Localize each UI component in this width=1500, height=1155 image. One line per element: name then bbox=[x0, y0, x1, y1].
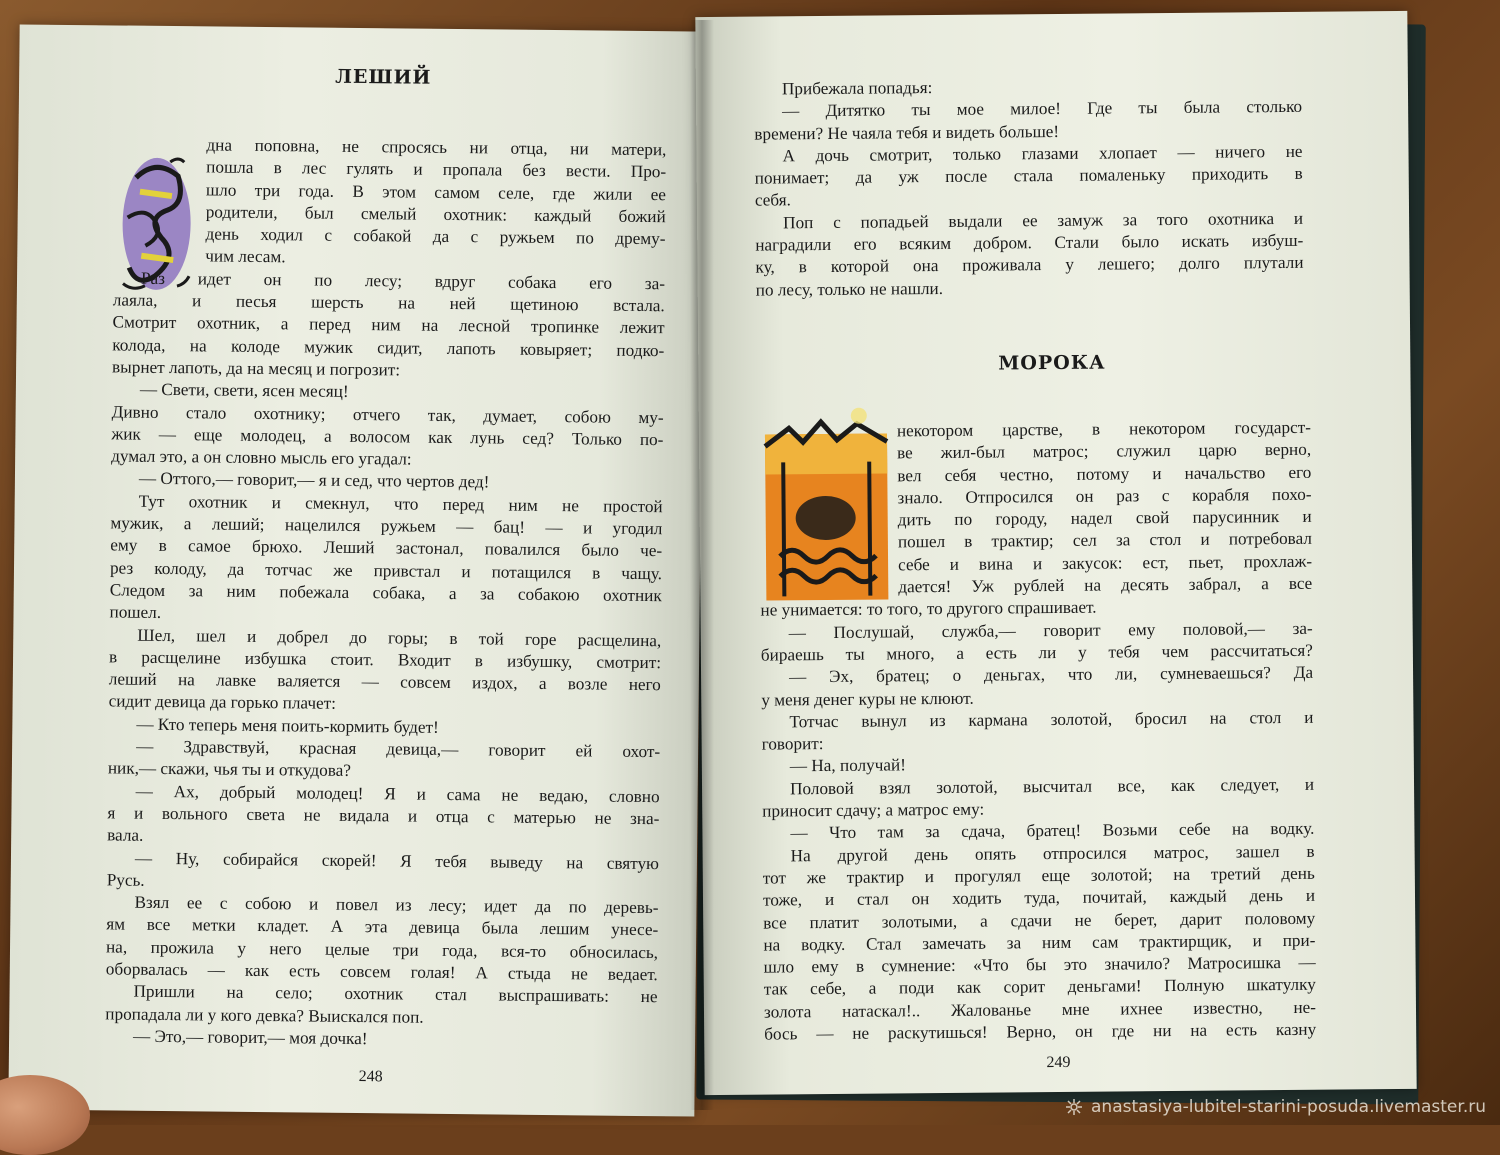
text-line: оборвалась — как есть совсем голая! А стыда не ведает. bbox=[105, 959, 658, 985]
right-page-text bbox=[759, 417, 1316, 1046]
text-line: шло три года. В этом самом селе, где жили ее bbox=[205, 179, 667, 204]
right-page bbox=[695, 11, 1416, 1095]
text-line: золота натаскал!.. Жалованье мне ихнее известно, не- bbox=[763, 997, 1317, 1022]
text-line: понимает; да уж после стала помаленьку приходить в bbox=[754, 164, 1303, 188]
text-line: — Ну, собирайся скорей! Я тебя выведу на святую bbox=[134, 848, 660, 873]
text-line: бось — не раскутишься! Верно, он где ни на есть казну bbox=[764, 1019, 1317, 1044]
text-line: — Послушай, служба,— говорит ему половой,— за- bbox=[788, 618, 1313, 643]
text-line: времени? Не чаяла тебя и видеть больше! bbox=[754, 121, 1060, 144]
text-line: — Это,— говорит,— моя дочка! bbox=[133, 1026, 368, 1049]
text-line: дна поповна, не спросясь ни отца, ни матери, bbox=[206, 135, 667, 160]
text-line: ям все метки кладет. А эта девица была лешим унесе- bbox=[106, 914, 659, 940]
text-line: — Свети, свети, ясен месяц! bbox=[139, 379, 349, 402]
text-line: сидит девица да горько плачет: bbox=[108, 691, 337, 714]
text-line: рез колоду, да тотчас же привстал и потащился в чащу. bbox=[109, 558, 663, 583]
text-line: — Эх, братец; о деньгах, что ли, сумневаешься? Да bbox=[788, 663, 1314, 687]
text-line: Шел, шел и добрел до горы; в той горе расщелина, bbox=[137, 625, 662, 650]
page-number-left: 248 bbox=[358, 1068, 383, 1086]
text-line: Половой взял золотой, высчитал все, как следует, и bbox=[789, 774, 1315, 799]
text-line: наградили его всяким добром. Стали было искать избуш- bbox=[755, 230, 1304, 255]
text-line: — Дитятко ты мое милое! Где ты была столько bbox=[782, 97, 1303, 121]
text-line: говорит: bbox=[761, 734, 824, 754]
text-line: в расщелине избушка стоит. Входит в избушку, смотрит: bbox=[108, 647, 662, 673]
right-page-top-text bbox=[754, 74, 1304, 302]
page-title-moroka: МОРОКА bbox=[998, 351, 1106, 375]
text-line: леший на лавке валяется — совсем издох, а возле него bbox=[108, 669, 661, 695]
text-line: лаяла, и песья шерсть на ней щетиною встала. bbox=[112, 290, 665, 316]
text-line: Следом за ним побежала собака, а за собакою охотник bbox=[109, 580, 662, 606]
text-line: тоже, и стал он ходить туда, почитай, каждый день и bbox=[762, 885, 1316, 910]
text-line: вырнет лапоть, да на месяц и погрозит: bbox=[112, 357, 401, 380]
text-line: — Ах, добрый молодец! Я и сама не ведаю, словно bbox=[135, 781, 660, 806]
text-line: все платит золотыми, а сдачи не берет, дарит половому bbox=[763, 908, 1316, 933]
text-line: вел себя честно, потому и начальство его bbox=[897, 462, 1312, 485]
text-line: Прибежала попадья: bbox=[781, 78, 933, 99]
text-line: На другой день опять отпросился матрос, зашел в bbox=[790, 841, 1315, 865]
page-title-leshiy: ЛЕШИЙ bbox=[335, 65, 432, 89]
text-line: дается! Уж рублей на десять забрал, а все bbox=[898, 573, 1313, 597]
text-line: Тут охотник и смекнул, что перед ним не простой bbox=[138, 491, 663, 516]
text-line: шло ему в сумнение: «Что бы это значило? Матросишка — bbox=[763, 952, 1316, 977]
text-line: колода, на колоде мужик сидит, лапоть ковыряет; подко- bbox=[112, 335, 665, 360]
text-line: ему в самое брюхо. Леший застонал, повалился было че- bbox=[110, 535, 663, 561]
text-line: Смотрит охотник, а перед ним на лесной тропинке лежит bbox=[112, 312, 665, 338]
text-line: себе и вина и закусок: ест, пьет, прохлаж- bbox=[898, 551, 1313, 575]
text-line: некотором царстве, в некотором государст- bbox=[896, 417, 1311, 441]
text-line: я и вольного света не видала и отца с матерью не зна- bbox=[107, 803, 660, 829]
text-line: Русь. bbox=[106, 870, 145, 890]
text-line: себя. bbox=[754, 190, 791, 211]
text-line: Пришли на село; охотник стал выспрашивать: не bbox=[133, 981, 658, 1007]
text-line: — На, получай! bbox=[789, 755, 906, 776]
left-page bbox=[8, 24, 705, 1116]
text-line: ку, в которой она проживала у лешего; долго плутали bbox=[755, 253, 1304, 277]
text-line: чим лесам. bbox=[205, 246, 286, 267]
text-line: Поп с попадьей выдали ее замуж за того охотника и bbox=[783, 208, 1304, 233]
text-line: не унимается: то того, то другого спрашивает. bbox=[760, 598, 1097, 620]
text-line: Раз идет он по лесу; вдруг собака его за- bbox=[140, 268, 666, 293]
text-line: Тотчас вынул из кармана золотой, бросил на стол и bbox=[789, 707, 1314, 732]
text-line: тот же трактир и прогулял еще золотой; на третий день bbox=[762, 863, 1315, 888]
text-line: приносит сдачу; а матрос ему: bbox=[762, 799, 985, 821]
text-line: пошел. bbox=[109, 602, 162, 623]
text-line: мужик, а леший; нацелился ружьем — бац! — и угодил bbox=[110, 513, 663, 539]
text-line: пошел в трактир; сел за стол и потребовал bbox=[897, 529, 1312, 552]
text-line: — Здравствуй, красная девица,— говорит ей охот- bbox=[136, 736, 661, 762]
text-line: пошла в лес гулять и пропала без вести. Про- bbox=[206, 157, 667, 182]
watermark-text: anastasiya-lubitel-starini-posuda.livemaster.ru bbox=[1091, 1097, 1486, 1117]
left-page-text bbox=[105, 133, 667, 1053]
text-line: ник,— скажи, чья ты и откудова? bbox=[107, 758, 352, 781]
book-gutter-shadow bbox=[690, 20, 714, 1110]
text-line: у меня денег куры не клюют. bbox=[761, 688, 974, 710]
text-line: — Что там за сдача, братец! Возьми себе на водку. bbox=[790, 819, 1315, 843]
text-line: думал это, а он словно мысль его угадал: bbox=[111, 446, 412, 469]
text-line: ве жил-был матрос; служил царю верно, bbox=[897, 440, 1312, 463]
text-line: знало. Отпросился он раз с корабля похо- bbox=[897, 484, 1312, 508]
text-line: жик — еще молодец, а волосом как лунь сед? Только по- bbox=[111, 424, 664, 450]
text-line: по лесу, только не нашли. bbox=[755, 278, 944, 300]
text-line: Дивно стало охотнику; отчего так, думает, собою му- bbox=[111, 401, 664, 427]
text-line: вала. bbox=[107, 825, 144, 845]
page-number-right: 249 bbox=[1046, 1053, 1071, 1072]
text-line: так себе, а поди как сорит деньгами! Полную шкатулку bbox=[763, 975, 1316, 999]
text-line: А дочь смотрит, только глазами хлопает — ничего не bbox=[782, 141, 1303, 166]
text-line: — Кто теперь меня поить-кормить будет! bbox=[136, 714, 439, 737]
text-line: на водку. Стал замечать за ним сам трактирщик, и при- bbox=[763, 930, 1316, 955]
text-line: бираешь ты много, а есть ли у тебя чем рассчитаться? bbox=[760, 640, 1313, 665]
text-line: Взял ее с собою и повел из лесу; идет да по деревь- bbox=[134, 892, 659, 918]
text-line: — Оттого,— говорит,— я и сед, что чертов дед! bbox=[138, 469, 490, 492]
watermark-flower-icon bbox=[1065, 1098, 1083, 1116]
text-line: дить по городу, надел свой парусинник и bbox=[897, 506, 1312, 530]
watermark bbox=[1065, 1097, 1486, 1117]
text-line: родители, был смелый охотник: каждый божий bbox=[205, 202, 666, 227]
text-line: пропадала ли у кого девка? Выискался поп. bbox=[105, 1003, 424, 1027]
text-line: на, прожила у него целые три года, вся-то обносилась, bbox=[105, 937, 659, 962]
text-line: день ходил с собакой да с ружьем по дрему- bbox=[205, 224, 666, 249]
